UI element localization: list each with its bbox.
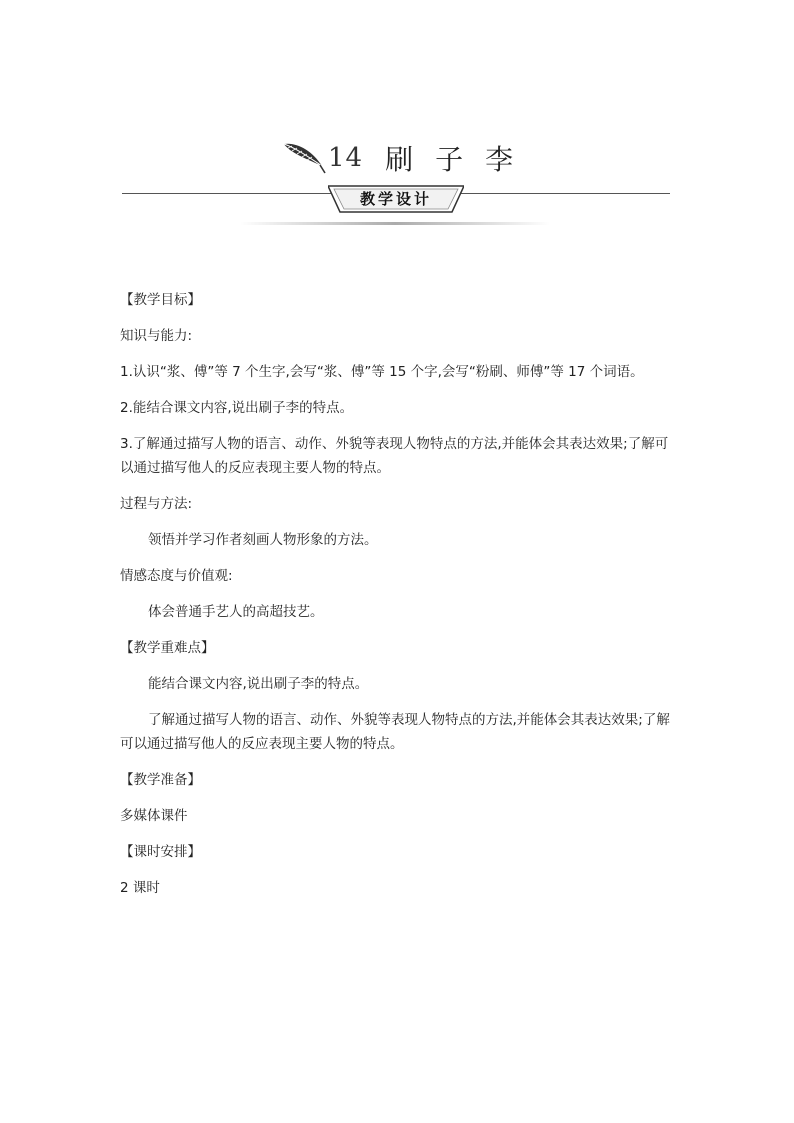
- feather-quill-icon: [282, 140, 326, 176]
- banner-label: 教学设计: [359, 190, 432, 208]
- subheading-emotion: 情感态度与价值观:: [120, 568, 233, 584]
- keypoint-2: 了解通过描写人物的语言、动作、外貌等表现人物特点的方法,并能体会其表达效果;了解可以通过描写他人的反应表现主要人物的特点。: [120, 712, 670, 752]
- title-row: [282, 136, 535, 180]
- process-text: 领悟并学习作者刻画人物形象的方法。: [148, 532, 378, 548]
- section-heading-prep: 【教学准备】: [120, 772, 201, 788]
- header-shadow: [240, 222, 550, 225]
- lesson-title: 刷子李: [385, 143, 536, 176]
- subheading-knowledge: 知识与能力:: [120, 328, 193, 344]
- subheading-process: 过程与方法:: [120, 496, 193, 512]
- lesson-header: [0, 128, 794, 238]
- keypoint-1: 能结合课文内容,说出刷子李的特点。: [148, 676, 369, 692]
- objective-3: 3.了解通过描写人物的语言、动作、外貌等表现人物特点的方法,并能体会其表达效果;了解可以通过描写他人的反应表现主要人物的特点。: [120, 436, 669, 476]
- emotion-text: 体会普通手艺人的高超技艺。: [148, 604, 324, 620]
- objective-1: 1.认识“浆、傅”等 7 个生字,会写“浆、傅”等 15 个字,会写“粉刷、师傅”等 17 个词语。: [120, 364, 644, 380]
- section-heading-keypoints: 【教学重难点】: [120, 640, 215, 656]
- schedule-text: 2 课时: [120, 880, 160, 896]
- lesson-number: 14: [328, 143, 364, 173]
- objective-2: 2.能结合课文内容,说出刷子李的特点。: [120, 400, 354, 416]
- prep-text: 多媒体课件: [120, 808, 188, 824]
- section-heading-schedule: 【课时安排】: [120, 844, 201, 860]
- section-heading-objectives: 【教学目标】: [120, 292, 201, 308]
- document-body: [120, 288, 676, 912]
